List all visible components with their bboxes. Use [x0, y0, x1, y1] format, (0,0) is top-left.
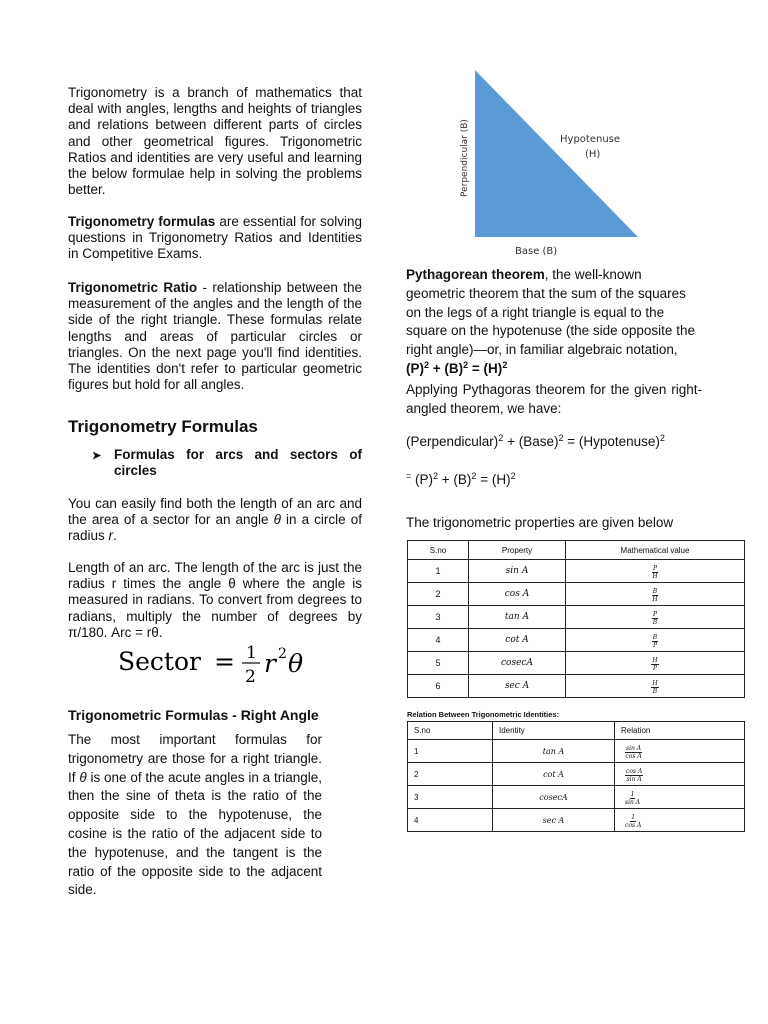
cell-value: $\frac{H}{P}$	[566, 652, 745, 675]
header-sno: S.no	[408, 722, 493, 740]
ratio-text: - relationship between the measurement of the angles and the length of the side of the right triangle. These formulas relate lengths and areas of particular circles or triangles. On the next page you'll find identities. The identities don't refer to particular geometric figures but hold for all angles.	[68, 280, 362, 393]
radius-symbol: r	[108, 528, 114, 544]
header-property: Property	[469, 541, 566, 560]
ratio-term: Trigonometric Ratio	[68, 280, 198, 295]
cell-value: $\frac{P}{H}$	[566, 560, 745, 583]
cell-property: tan A	[469, 606, 566, 629]
header-relation: Relation	[615, 722, 745, 740]
cell-sno: 4	[408, 809, 493, 832]
theta-symbol: θ	[79, 769, 87, 785]
pythagorean-equation: $(P)^2 + (B)^2 = (H)^2$	[406, 359, 508, 376]
table-row	[408, 583, 745, 606]
hypotenuse-symbol: (H)	[585, 149, 601, 160]
table-header-row	[408, 541, 745, 560]
cell-value: $\frac{B}{H}$	[566, 583, 745, 606]
pythagorean-term: Pythagorean theorem	[406, 267, 545, 282]
cell-sno: 5	[408, 652, 469, 675]
bullet-item	[92, 447, 362, 479]
fraction-denominator: 2	[245, 667, 256, 687]
equation-1: (Perpendicular)$^2$ + (Base)$^2$ = (Hypotenuse)$^2$	[406, 433, 665, 449]
section-heading: Trigonometry Formulas	[68, 417, 258, 436]
arrow-bullet-icon: ➤	[92, 450, 102, 462]
cell-property: cosecA	[469, 652, 566, 675]
cell-relation: $\frac{1}{\text{cos A}}$	[615, 809, 745, 832]
cell-sno: 1	[408, 560, 469, 583]
equation-2: = $(P)^2 + (B)^2 = (H)^2$	[406, 471, 516, 487]
cell-property: cot A	[469, 629, 566, 652]
cell-sno: 1	[408, 740, 493, 763]
sector-r: r	[264, 649, 276, 678]
cell-property: cos A	[469, 583, 566, 606]
ratio-paragraph	[68, 280, 362, 393]
right-triangle-diagram	[440, 62, 680, 262]
arc-text-c: .	[113, 528, 117, 544]
cell-identity: tan A	[493, 740, 615, 763]
cell-value: $\frac{P}{B}$	[566, 606, 745, 629]
right-text-a: The most important formulas for trigonometry are those for a right triangle. If	[68, 732, 322, 785]
formulas-text: are essential for solving questions in Trigonometry Ratios and Identities in Competitive Exams.	[68, 214, 362, 262]
cell-value: $\frac{H}{B}$	[566, 675, 745, 698]
properties-caption: The trigonometric properties are given below	[406, 515, 674, 530]
applying-paragraph: Applying Pythagoras theorem for the given right-angled theorem, we have:	[406, 382, 702, 416]
table-header-row	[408, 722, 745, 740]
cell-sno: 3	[408, 786, 493, 809]
equals-sign: =	[214, 647, 235, 676]
cell-identity: cosecA	[493, 786, 615, 809]
cell-relation: $\frac{1}{\text{sin A}}$	[615, 786, 745, 809]
right-angle-heading: Trigonometric Formulas - Right Angle	[68, 707, 319, 723]
cell-identity: sec A	[493, 809, 615, 832]
table-row	[408, 652, 745, 675]
header-identity: Identity	[493, 722, 615, 740]
triangle-shape	[475, 70, 638, 237]
bullet-text: Formulas for arcs and sectors of circles	[114, 447, 362, 478]
formulas-term: Trigonometry formulas	[68, 214, 216, 229]
arc-text-b: in a circle of radius	[68, 512, 363, 544]
cell-property: sin A	[469, 560, 566, 583]
sector-theta: θ	[288, 649, 304, 678]
arc-length-paragraph: Length of an arc. The length of the arc is just the radius r times the angle θ where the angle is measured in radians. To convert from degrees to radians, multiply the number of degrees by π/180. Arc = rθ.	[68, 560, 362, 640]
right-text-b: is one of the acute angles in a triangle, then the sine of theta is the ratio of the opposite side to the hypotenuse, the cosine is the ratio of the adjacent side to the hypotenuse, and the tangent is the ratio of the opposite side to the adjacent side.	[68, 769, 322, 898]
properties-table	[407, 540, 745, 698]
table-row	[408, 560, 745, 583]
table-row	[408, 606, 745, 629]
perpendicular-label: Perpendicular (B)	[460, 119, 470, 197]
formulas-paragraph	[68, 214, 362, 263]
right-angle-paragraph	[68, 731, 322, 900]
cell-property: sec A	[469, 675, 566, 698]
hypotenuse-label: Hypotenuse	[560, 134, 621, 145]
sector-exponent: 2	[278, 646, 287, 662]
table-row	[408, 675, 745, 698]
arc-intro-paragraph	[68, 496, 362, 545]
cell-sno: 3	[408, 606, 469, 629]
table-row	[408, 763, 745, 786]
base-label: Base (B)	[515, 246, 558, 257]
theta-symbol: θ	[273, 512, 281, 528]
table-row	[408, 629, 745, 652]
cell-sno: 6	[408, 675, 469, 698]
sector-formula	[116, 640, 336, 688]
cell-identity: cot A	[493, 763, 615, 786]
cell-sno: 2	[408, 763, 493, 786]
table-row	[408, 786, 745, 809]
table-row	[408, 740, 745, 763]
header-sno: S.no	[408, 541, 469, 560]
header-value: Mathematical value	[566, 541, 745, 560]
table-row	[408, 809, 745, 832]
pythagorean-paragraph	[406, 266, 702, 379]
arc-text-a: You can easily find both the length of an arc and the area of a sector for an angle	[68, 496, 362, 528]
identities-table	[407, 721, 745, 832]
identities-caption: Relation Between Trigonometric Identities:	[407, 710, 560, 719]
cell-relation: $\frac{\text{cos A}}{\text{sin A}}$	[615, 763, 745, 786]
cell-sno: 4	[408, 629, 469, 652]
fraction-numerator: 1	[246, 643, 257, 663]
cell-value: $\frac{B}{P}$	[566, 629, 745, 652]
intro-paragraph: Trigonometry is a branch of mathematics that deal with angles, lengths and heights of triangles and relations between different parts of circles and other geometrical figures. Trigonometric Ratios and identities are very useful and learning the below formulae help in solving the problems better.	[68, 85, 362, 198]
sector-word: Sector	[118, 647, 201, 676]
pythagorean-text: , the well-known geometric theorem that the sum of the squares on the legs of a right triangle is equal to the square on the hypotenuse (the side opposite the right angle)—or, in familiar algebraic notation,	[406, 267, 695, 358]
cell-sno: 2	[408, 583, 469, 606]
cell-relation: $\frac{\text{sin A}}{\text{cos A}}$	[615, 740, 745, 763]
